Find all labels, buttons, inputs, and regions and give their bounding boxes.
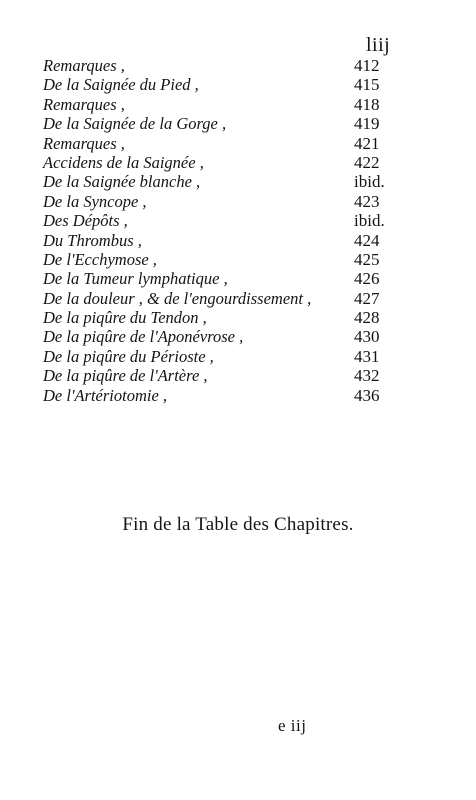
toc-entry-page: 415 (354, 75, 380, 95)
toc-entry-page: 421 (354, 133, 380, 153)
toc-entry-page: 424 (354, 230, 380, 250)
end-of-table-note: Fin de la Table des Chapitres. (122, 514, 354, 535)
toc-entry-title: Accidens de la Saignée , (43, 152, 204, 172)
toc-entry-title: Des Dépôts , (43, 211, 128, 231)
toc-entry-title: Remarques , (43, 94, 125, 114)
toc-entry (43, 56, 409, 75)
toc-entry-page: 428 (354, 308, 380, 328)
toc-entry-title: Remarques , (43, 56, 125, 75)
toc-entry-page: 423 (354, 191, 380, 211)
toc-entry-page: 419 (354, 114, 380, 134)
toc-entry (43, 289, 409, 308)
toc-entry-page: 431 (354, 346, 380, 366)
toc-entry (43, 75, 409, 94)
toc-entry (43, 95, 409, 114)
toc-entry-page: 422 (354, 152, 380, 172)
toc-entry-page: 432 (354, 366, 380, 386)
toc-entry (43, 327, 409, 346)
toc-entry-title: De la Tumeur lymphatique , (43, 269, 228, 289)
toc-entry-page: ibid. (354, 172, 385, 192)
toc-entry-title: De la Syncope , (43, 191, 147, 211)
toc-entry-title: Remarques , (43, 133, 125, 153)
toc-entry-page: ibid. (354, 211, 385, 231)
toc-entry-page: 430 (354, 327, 380, 347)
toc-entry-page: 426 (354, 269, 380, 289)
toc-entry-title: De la piqûre de l'Aponévrose , (43, 327, 244, 347)
toc-entry-title: De la piqûre du Périoste , (43, 346, 214, 366)
toc-entry-page: 412 (354, 56, 380, 75)
toc-entry (43, 347, 409, 366)
table-of-contents (43, 56, 409, 405)
toc-entry-title: De l'Artériotomie , (43, 385, 168, 405)
toc-entry-title: De la piqûre de l'Artère , (43, 366, 208, 386)
toc-entry-page: 418 (354, 94, 380, 114)
toc-entry (43, 366, 409, 385)
toc-entry-page: 425 (354, 249, 380, 269)
toc-entry-title: De l'Ecchymose , (43, 249, 157, 269)
toc-entry-page: 427 (354, 288, 380, 308)
toc-entry (43, 386, 409, 405)
toc-entry (43, 114, 409, 133)
toc-entry-title: De la douleur , & de l'engourdissement , (43, 288, 312, 308)
toc-entry-title: Du Thrombus , (43, 230, 142, 250)
toc-entry (43, 211, 409, 230)
toc-entry (43, 192, 409, 211)
toc-entry (43, 231, 409, 250)
toc-entry (43, 269, 409, 288)
toc-entry (43, 250, 409, 269)
page-number: liij (366, 34, 391, 56)
toc-entry-title: De la Saignée de la Gorge , (43, 114, 227, 134)
toc-entry (43, 134, 409, 153)
toc-entry-title: De la Saignée blanche , (43, 172, 201, 192)
toc-entry (43, 153, 409, 172)
toc-entry-page: 436 (354, 385, 380, 405)
toc-entry-title: De la piqûre du Tendon , (43, 308, 207, 328)
signature-mark: e iij (278, 716, 307, 735)
toc-entry-title: De la Saignée du Pied , (43, 75, 199, 95)
toc-entry (43, 308, 409, 327)
toc-entry (43, 172, 409, 191)
